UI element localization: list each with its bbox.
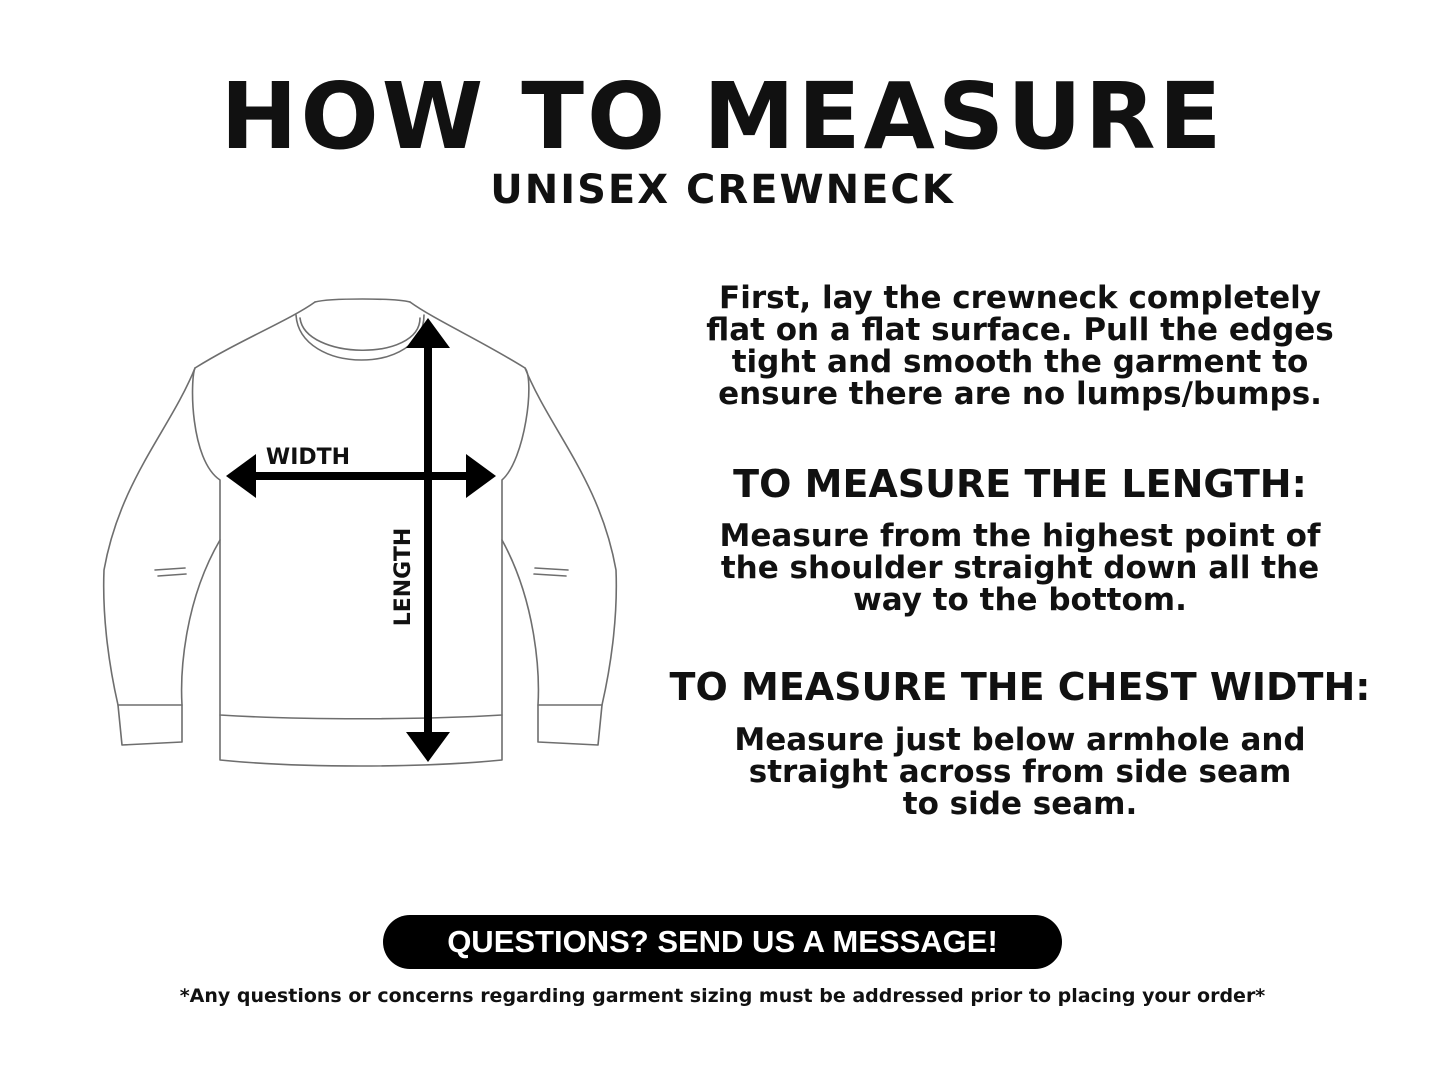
width-label: WIDTH [265, 445, 351, 470]
intro-line: ensure there are no lumps/bumps. [718, 376, 1322, 412]
length-label: LENGTH [391, 527, 416, 627]
length-instructions [660, 520, 1380, 616]
intro-line: First, lay the crewneck completely [719, 280, 1321, 316]
length-line: Measure from the highest point of [719, 518, 1321, 554]
chest-width-instructions [660, 724, 1380, 820]
page-title: HOW TO MEASURE [220, 63, 1225, 170]
length-heading: TO MEASURE THE LENGTH: [733, 462, 1307, 506]
width-line: Measure just below armhole and [734, 722, 1306, 758]
length-line: way to the bottom. [853, 582, 1187, 618]
intro-paragraph [660, 282, 1380, 410]
length-line: the shoulder straight down all the [720, 550, 1320, 586]
crewneck-outline [104, 299, 617, 766]
intro-line: flat on a flat surface. Pull the edges [706, 312, 1334, 348]
width-line: to side seam. [902, 786, 1138, 822]
sizing-disclaimer: *Any questions or concerns regarding garment sizing must be addressed prior to placing your order* [179, 985, 1266, 1007]
send-message-button[interactable]: QUESTIONS? SEND US A MESSAGE! [383, 915, 1062, 969]
chest-width-heading: TO MEASURE THE CHEST WIDTH: [669, 665, 1371, 709]
page-subtitle: UNISEX CREWNECK [490, 167, 955, 213]
intro-line: tight and smooth the garment to [731, 344, 1309, 380]
width-line: straight across from side seam [748, 754, 1292, 790]
crewneck-diagram [90, 280, 650, 790]
